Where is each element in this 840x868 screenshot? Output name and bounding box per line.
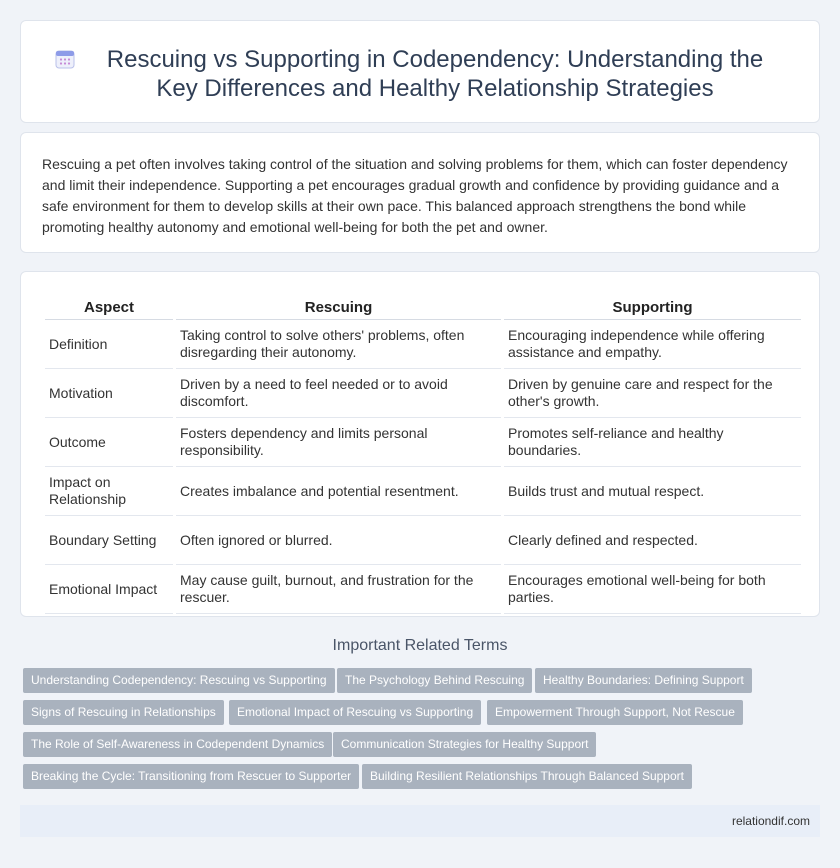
related-term-tag[interactable]: Healthy Boundaries: Defining Support: [535, 668, 752, 693]
supporting-cell: Encouraging independence while offering assistance and empathy.: [504, 320, 801, 369]
comparison-table: [42, 296, 804, 614]
aspect-cell: Motivation: [45, 369, 173, 418]
table-row: [45, 418, 801, 467]
table-row: [45, 565, 801, 614]
intro-card: [20, 132, 820, 253]
footer-site-name[interactable]: relationdif.com: [731, 814, 810, 828]
rescuing-cell: Creates imbalance and potential resentment.: [176, 467, 501, 516]
comparison-card: [20, 271, 820, 617]
table-row: [45, 467, 801, 516]
related-term-tag[interactable]: Breaking the Cycle: Transitioning from Rescuer to Supporter: [23, 764, 359, 789]
related-term-tag[interactable]: Emotional Impact of Rescuing vs Supporting: [229, 700, 481, 725]
table-row: [45, 516, 801, 565]
footer: [20, 805, 820, 837]
related-term-tag[interactable]: Empowerment Through Support, Not Rescue: [487, 700, 743, 725]
supporting-cell: Clearly defined and respected.: [504, 516, 801, 565]
related-term-tag[interactable]: Signs of Rescuing in Relationships: [23, 700, 224, 725]
rescuing-cell: Taking control to solve others' problems, often disregarding their autonomy.: [176, 320, 501, 369]
aspect-cell: Definition: [45, 320, 173, 369]
aspect-cell: Emotional Impact: [45, 565, 173, 614]
table-row: [45, 320, 801, 369]
supporting-cell: Driven by genuine care and respect for the other's growth.: [504, 369, 801, 418]
related-term-tag[interactable]: The Role of Self-Awareness in Codependent Dynamics: [23, 732, 332, 757]
rescuing-cell: Fosters dependency and limits personal responsibility.: [176, 418, 501, 467]
table-header-row: [45, 296, 801, 320]
aspect-cell: Boundary Setting: [45, 516, 173, 565]
related-term-tag[interactable]: Building Resilient Relationships Through Balanced Support: [362, 764, 692, 789]
header-rescuing: Rescuing: [176, 296, 501, 320]
related-term-tag[interactable]: The Psychology Behind Rescuing: [337, 668, 532, 693]
title-card: [20, 20, 820, 123]
aspect-cell: Outcome: [45, 418, 173, 467]
supporting-cell: Encourages emotional well-being for both parties.: [504, 565, 801, 614]
header-supporting: Supporting: [504, 296, 801, 320]
rescuing-cell: May cause guilt, burnout, and frustration for the rescuer.: [176, 565, 501, 614]
intro-paragraph: Rescuing a pet often involves taking control of the situation and solving problems for them, which can foster dependency and limit their independence. Supporting a pet encourages gradual growth and confidence by providing guidance and a safe environment for them to develop skills at their own pace. This balanced approach strengthens the bond while promoting healthy autonomy and emotional well-being for both the pet and owner.: [42, 156, 788, 235]
supporting-cell: Builds trust and mutual respect.: [504, 467, 801, 516]
related-terms-title: Important Related Terms: [332, 637, 508, 654]
related-term-tag[interactable]: Understanding Codependency: Rescuing vs Supporting: [23, 668, 335, 693]
rescuing-cell: Often ignored or blurred.: [176, 516, 501, 565]
supporting-cell: Promotes self-reliance and healthy boundaries.: [504, 418, 801, 467]
rescuing-cell: Driven by a need to feel needed or to avoid discomfort.: [176, 369, 501, 418]
related-term-tag[interactable]: Communication Strategies for Healthy Support: [333, 732, 596, 757]
header-aspect: Aspect: [45, 296, 173, 320]
table-row: [45, 369, 801, 418]
page-title: Rescuing vs Supporting in Codependency: Understanding the Key Differences and Healthy Relationship Strategies: [106, 46, 764, 102]
aspect-cell: Impact on Relationship: [45, 467, 173, 516]
